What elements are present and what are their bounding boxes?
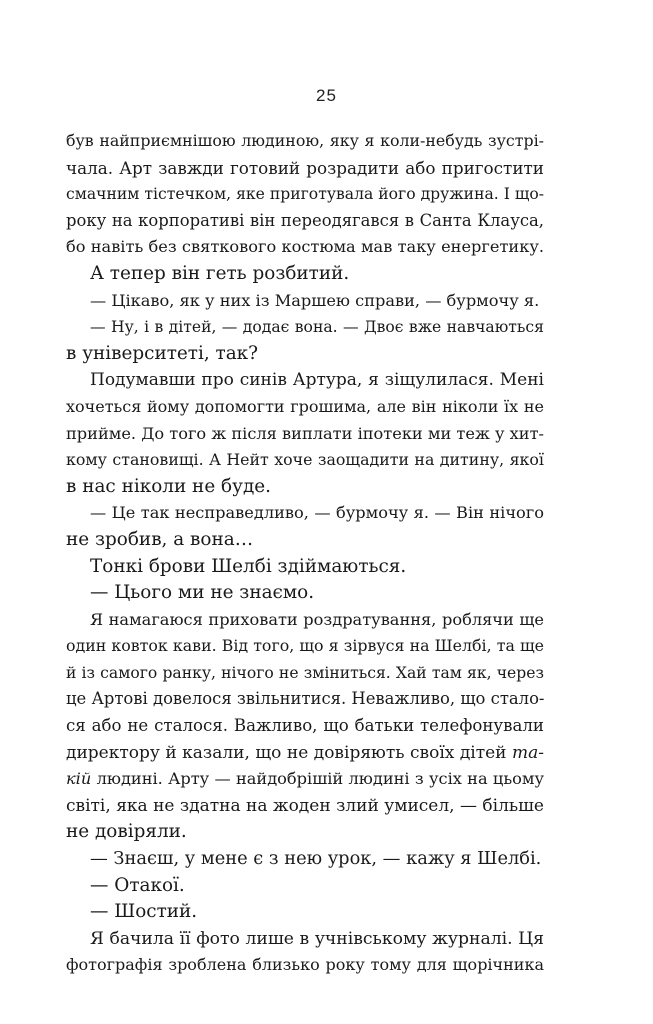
text-line: — Шостий. — [90, 901, 198, 923]
text-line: Я намагаюся приховати роздратування, роблячи ще — [90, 609, 544, 629]
text-line: Я бачила її фото лише в учнівському журналі. Ця — [90, 928, 544, 949]
text-line — [66, 766, 544, 793]
text-line: один ковток кави. Від того, що я зірвуся на Шелбі, та ще — [66, 636, 544, 656]
text-span: директору й казали, що не довіряють своїх дітей — [66, 742, 507, 763]
text-line: був найприємнішою людиною, яку я коли-небудь зустрі- — [66, 131, 544, 150]
text-line: не зробив, а вона… — [66, 528, 254, 550]
text-line: й із самого ранку, нічого не зміниться. Хай там як, через — [66, 663, 544, 682]
text-line: — Це так несправедливо, — бурмочу я. — Він нічого — [90, 503, 544, 523]
text-line: хочеться йому допомогти грошима, але він ніколи їх не — [66, 396, 544, 416]
text-line: ся або не сталося. Важливо, що батьки телефонували — [66, 716, 544, 736]
text-line: року на корпоративі він переодягався в Санта Клауса, — [66, 210, 544, 230]
text-line: — Цього ми не знаємо. — [90, 582, 315, 604]
text-line: — Знаєш, у мене є з нею урок, — кажу я Шелбі. — [90, 848, 542, 870]
text-line: — Ну, і в дітей, — додає вона. — Двоє вже навчаються — [90, 318, 544, 337]
text-line: це Артові довелося звільнитися. Неважливо, що стало- — [66, 689, 545, 709]
body-text — [66, 128, 544, 979]
text-span: людині. Арту — найдобрішій людині з усіх на цьому — [91, 769, 544, 789]
text-line: бо навіть без святкового костюма мав таку енергетику. — [66, 237, 544, 257]
text-line: А тепер він геть розбитий. — [90, 262, 350, 284]
text-line: чала. Арт завжди готовий розрадити або пригостити — [66, 157, 544, 178]
text-line: фотографія зроблена близько року тому для щорічника — [66, 955, 544, 975]
text-line: Подумавши про синів Артура, я зіщулилася. Мені — [90, 370, 544, 391]
text-line: смачним тістечком, яке приготувала його дружина. І що- — [66, 185, 544, 204]
italic-span: та- — [512, 742, 544, 763]
text-line: в університеті, так? — [66, 342, 259, 364]
text-line: кому становищі. А Нейт хоче заощадити на дитину, якої — [66, 450, 544, 470]
italic-span: кій — [66, 769, 92, 789]
text-line: Тонкі брови Шелбі здіймаються. — [90, 555, 407, 577]
text-line: в нас ніколи не буде. — [66, 475, 271, 497]
page-number: 25 — [316, 86, 337, 105]
text-line: — Цікаво, як у них із Маршею справи, — бурмочу я. — [90, 290, 540, 310]
text-line: не довіряли. — [66, 821, 187, 843]
text-line: прийме. До того ж після виплати іпотеки ми теж у хит- — [66, 423, 544, 443]
text-line: світі, яка не здатна на жоден злий умисел, — більше — [66, 795, 544, 816]
text-line: — Отакої. — [90, 874, 185, 896]
text-line — [66, 740, 544, 767]
